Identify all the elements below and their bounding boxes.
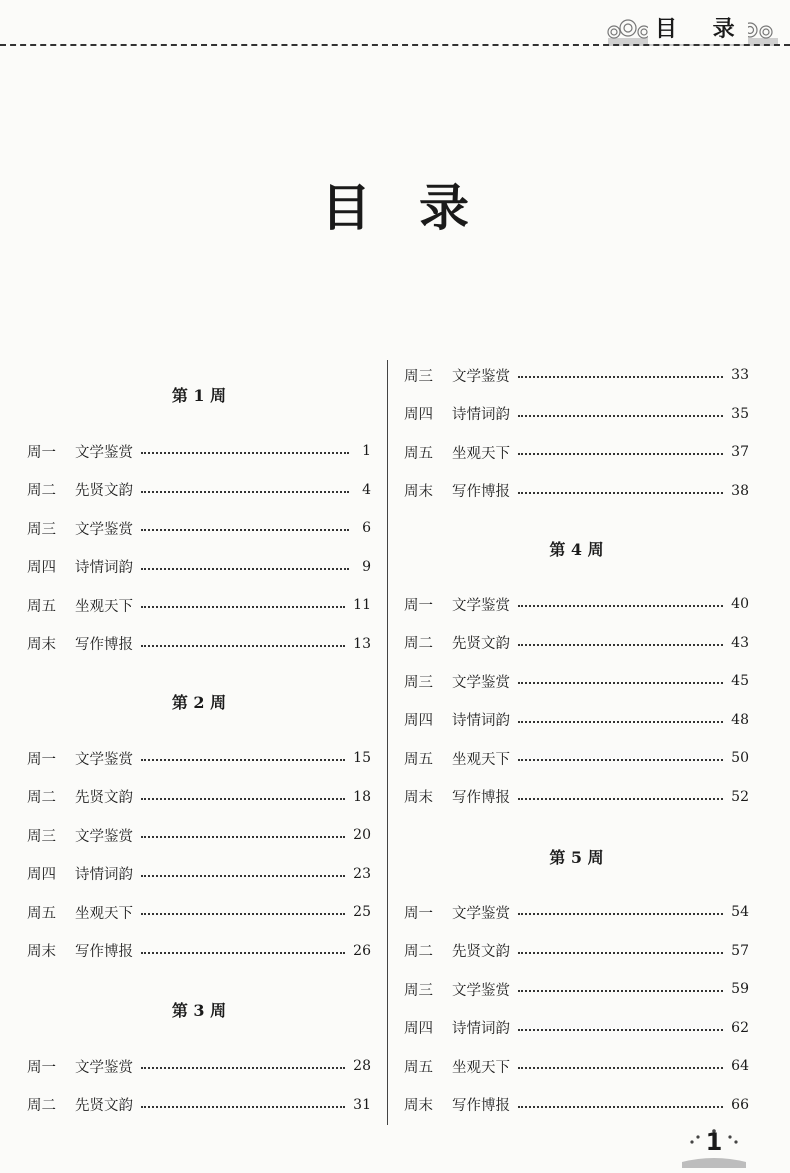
toc-entry[interactable] [27, 517, 371, 539]
entry-page-number: 25 [353, 904, 371, 920]
entry-day: 周末 [404, 1098, 433, 1114]
entry-page-number: 33 [731, 367, 749, 383]
toc-entry[interactable] [27, 824, 371, 846]
entry-page-number: 13 [353, 635, 371, 652]
entry-page-number: 20 [353, 827, 371, 843]
toc-entry[interactable] [404, 1094, 749, 1116]
entry-title: 诗情词韵 [75, 560, 133, 576]
entry-page-number: 54 [731, 904, 749, 920]
dot-leader [518, 605, 723, 607]
entry-page-number: 48 [731, 711, 749, 728]
entry-day: 周五 [27, 905, 56, 922]
toc-entry[interactable] [404, 480, 749, 502]
entry-page-number: 62 [731, 1019, 749, 1036]
entry-day: 周四 [27, 867, 56, 883]
toc-entry[interactable] [404, 403, 749, 425]
entry-title: 文学鉴赏 [75, 828, 133, 845]
dot-leader [518, 798, 723, 800]
dot-leader [141, 836, 345, 838]
toc-entry[interactable] [404, 1017, 749, 1039]
entry-page-number: 4 [362, 481, 371, 498]
toc-entry[interactable] [404, 940, 749, 962]
toc-entry[interactable] [27, 901, 371, 923]
entry-page-number: 18 [353, 788, 371, 805]
entry-page-number: 9 [362, 558, 371, 575]
entry-title: 坐观天下 [75, 905, 133, 922]
toc-entry[interactable] [404, 978, 749, 1000]
entry-day: 周二 [27, 483, 56, 499]
dot-leader [141, 645, 345, 647]
entry-day: 周五 [404, 445, 433, 462]
entry-page-number: 15 [353, 750, 371, 766]
entry-day: 周一 [27, 1059, 56, 1076]
entry-title: 诗情词韵 [452, 713, 510, 729]
entry-title: 文学鉴赏 [452, 905, 510, 922]
entry-title: 文学鉴赏 [75, 521, 133, 538]
toc-entry[interactable] [404, 670, 749, 692]
entry-title: 先贤文韵 [75, 483, 133, 499]
entry-title: 先贤文韵 [452, 636, 510, 652]
entry-page-number: 43 [731, 634, 749, 651]
entry-title: 先贤文韵 [75, 1098, 133, 1114]
entry-title: 坐观天下 [452, 1059, 510, 1076]
toc-entry[interactable] [27, 440, 371, 462]
toc-entry[interactable] [27, 786, 371, 808]
toc-entry[interactable] [27, 1094, 371, 1116]
entry-title: 写作博报 [75, 637, 133, 653]
entry-page-number: 38 [731, 482, 749, 499]
page-title: 目录 [321, 179, 517, 237]
entry-title: 诗情词韵 [452, 1021, 510, 1037]
entry-title: 文学鉴赏 [452, 368, 510, 385]
dot-leader [141, 1106, 345, 1108]
week-heading: 第 4 周 [549, 540, 604, 559]
entry-day: 周末 [27, 637, 56, 653]
week-heading: 第 3 周 [171, 1001, 227, 1020]
dot-leader [518, 492, 723, 494]
entry-title: 写作博报 [452, 790, 510, 806]
entry-title: 坐观天下 [75, 598, 133, 615]
entry-page-number: 66 [731, 1096, 749, 1113]
dot-leader [141, 798, 345, 800]
entry-title: 文学鉴赏 [75, 444, 133, 461]
dot-leader [141, 759, 345, 761]
entry-day: 周四 [404, 1021, 433, 1037]
entry-day: 周三 [27, 828, 56, 845]
entry-day: 周四 [404, 407, 433, 423]
dot-leader [518, 1029, 723, 1031]
toc-entry[interactable] [404, 632, 749, 654]
entry-page-number: 50 [731, 750, 749, 766]
entry-title: 写作博报 [75, 944, 133, 960]
entry-day: 周四 [27, 560, 56, 576]
entry-title: 坐观天下 [452, 445, 510, 462]
entry-title: 文学鉴赏 [452, 597, 510, 614]
entry-page-number: 37 [731, 444, 749, 460]
toc-entry[interactable] [27, 940, 371, 962]
entry-day: 周三 [404, 674, 433, 691]
entry-page-number: 57 [731, 942, 749, 959]
dot-leader [141, 1067, 345, 1069]
entry-title: 诗情词韵 [452, 407, 510, 423]
entry-title: 文学鉴赏 [452, 674, 510, 691]
dot-leader [518, 990, 723, 992]
entry-page-number: 26 [353, 942, 371, 959]
dot-leader [518, 759, 723, 761]
dot-leader [518, 453, 723, 455]
entry-day: 周五 [404, 751, 433, 768]
dot-leader [141, 913, 345, 915]
toc-entry[interactable] [404, 441, 749, 463]
header-rule [0, 44, 790, 46]
toc-entry[interactable] [404, 747, 749, 769]
dot-leader [518, 721, 723, 723]
entry-page-number: 59 [731, 981, 749, 997]
column-divider [387, 360, 388, 1125]
entry-page-number: 11 [353, 597, 371, 613]
week-heading: 第 1 周 [171, 386, 227, 405]
entry-title: 写作博报 [452, 484, 510, 500]
entry-day: 周五 [404, 1059, 433, 1076]
entry-day: 周二 [404, 636, 433, 652]
toc-entry[interactable] [404, 786, 749, 808]
page-number: 1 [705, 1128, 723, 1156]
toc-entry[interactable] [404, 593, 749, 615]
week-heading: 第 2 周 [171, 693, 227, 712]
entry-title: 文学鉴赏 [75, 751, 133, 768]
entry-title: 文学鉴赏 [452, 982, 510, 999]
entry-day: 周二 [27, 790, 56, 806]
entry-day: 周一 [404, 905, 433, 922]
entry-title: 写作博报 [452, 1098, 510, 1114]
entry-day: 周四 [404, 713, 433, 729]
entry-day: 周一 [27, 751, 56, 768]
toc-entry[interactable] [404, 709, 749, 731]
toc-entry[interactable] [27, 594, 371, 616]
entry-page-number: 6 [362, 520, 371, 536]
dot-leader [518, 415, 723, 417]
dot-leader [141, 606, 345, 608]
toc-entry[interactable] [404, 1055, 749, 1077]
entry-title: 坐观天下 [452, 751, 510, 768]
entry-page-number: 40 [731, 596, 749, 612]
entry-page-number: 45 [731, 673, 749, 689]
entry-title: 先贤文韵 [75, 790, 133, 806]
dot-leader [518, 644, 723, 646]
entry-day: 周三 [27, 521, 56, 538]
entry-day: 周二 [404, 944, 433, 960]
entry-page-number: 52 [731, 788, 749, 805]
entry-day: 周二 [27, 1098, 56, 1114]
entry-day: 周末 [404, 484, 433, 500]
dot-leader [518, 952, 723, 954]
entry-day: 周末 [404, 790, 433, 806]
toc-entry[interactable] [27, 633, 371, 655]
entry-page-number: 23 [353, 865, 371, 882]
entry-title: 诗情词韵 [75, 867, 133, 883]
dot-leader [518, 1106, 723, 1108]
dot-leader [518, 376, 723, 378]
dot-leader [518, 682, 723, 684]
toc-entry[interactable] [27, 1055, 371, 1077]
dot-leader [141, 491, 349, 493]
dot-leader [141, 952, 345, 954]
header-title: 目 录 [655, 17, 749, 42]
entry-page-number: 64 [731, 1058, 749, 1074]
entry-day: 周五 [27, 598, 56, 615]
entry-day: 周一 [404, 597, 433, 614]
toc-entry[interactable] [27, 479, 371, 501]
entry-page-number: 35 [731, 405, 749, 422]
toc-entry[interactable] [27, 863, 371, 885]
dot-leader [141, 452, 349, 454]
entry-page-number: 28 [353, 1058, 371, 1074]
toc-entry[interactable] [27, 556, 371, 578]
entry-page-number: 31 [353, 1096, 371, 1113]
entry-day: 周一 [27, 444, 56, 461]
entry-day: 周三 [404, 982, 433, 999]
entry-page-number: 1 [362, 443, 371, 459]
dot-leader [141, 875, 345, 877]
dot-leader [518, 913, 723, 915]
dot-leader [141, 529, 349, 531]
week-heading: 第 5 周 [549, 848, 604, 867]
entry-day: 周末 [27, 944, 56, 960]
entry-day: 周三 [404, 368, 433, 385]
toc-entry[interactable] [27, 747, 371, 769]
entry-title: 先贤文韵 [452, 944, 510, 960]
dot-leader [518, 1067, 723, 1069]
toc-entry[interactable] [404, 901, 749, 923]
toc-entry[interactable] [404, 364, 749, 386]
entry-title: 文学鉴赏 [75, 1059, 133, 1076]
dot-leader [141, 568, 349, 570]
